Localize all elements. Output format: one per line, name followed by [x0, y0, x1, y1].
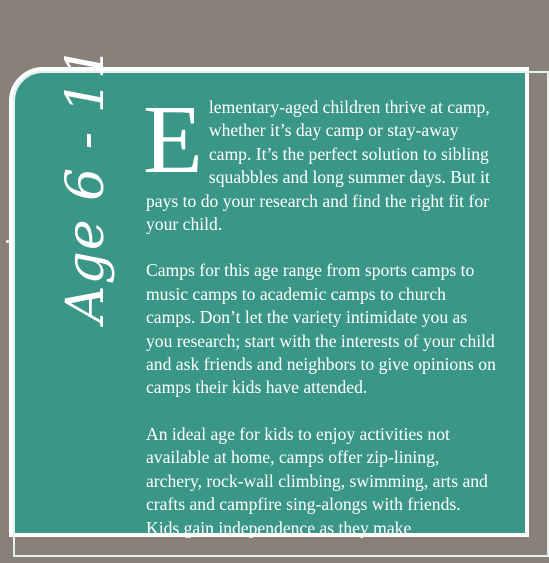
paragraph-3: An ideal age for kids to enjoy activities not available at home, camps offer zip-lining, archery, rock-wall climbing, swimming, arts and crafts and campfire sing-alongs with friends. Kids gain independence as they make: [146, 423, 488, 538]
section-heading-svg: [0, 44, 130, 335]
paragraph-1-text: lementary-aged children thrive at camp, whether it’s day camp or stay-away camp. It’s the perfect solution to sibling squabbles and long summer days. But it pays to do your research and find the right fit for your child.: [146, 97, 490, 235]
paragraph-2: Camps for this age range from sports camps to music camps to academic camps to church camps. Don’t let the variety intimidate you as you research; start with the interests of your child and ask friends and neighbors to give opinions on camps their kids have attended.: [146, 260, 496, 398]
section-heading-container: [0, 44, 130, 335]
paragraph-1: [143, 86, 496, 236]
section-heading: Age 6 - 11: [56, 44, 116, 323]
drop-cap: E: [143, 86, 203, 194]
article-body: [143, 86, 496, 563]
